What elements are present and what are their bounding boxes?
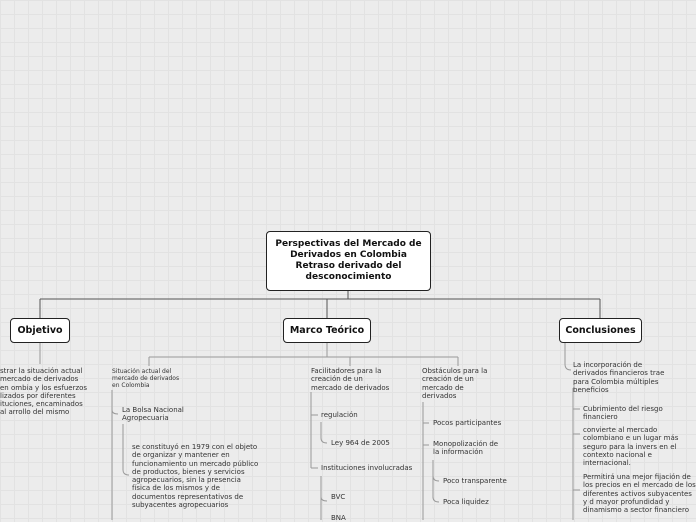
central-topic[interactable]: Perspectivas del Mercado de Derivados en Colombia Retraso derivado del desconocimiento <box>266 231 431 291</box>
central-connector <box>40 291 600 318</box>
pocos-participantes-item[interactable]: Pocos participantes <box>433 419 502 427</box>
marco-teorico-node[interactable]: Marco Teórico <box>283 318 371 343</box>
monopolizacion-connector <box>433 460 439 502</box>
marco-branches <box>149 343 458 366</box>
bvc-item[interactable]: BVC <box>331 493 346 501</box>
conclusiones-intro[interactable]: La incorporación de derivados financieros trae para Colombia múltiples beneficios <box>573 361 665 394</box>
conclusiones-node[interactable]: Conclusiones <box>559 318 642 343</box>
objetivo-node[interactable]: Objetivo <box>10 318 70 343</box>
bolsa-description[interactable]: se constituyó en 1979 con el objeto de organizar y mantener en funcionamiento un mercado público de productos, bienes y servicios agropecuarios, sin la presencia física de los mismos y de documentos representativos de subyacentes agropecuarios <box>132 443 259 510</box>
regulacion-item[interactable]: regulación <box>321 411 358 419</box>
conclusion-precios[interactable]: Permitirá una mejor fijación de los precios en el mercado de los diferentes activos subyacentes y d mayor profundidad y dinamismo a sector financiero <box>583 473 696 515</box>
instituciones-connector <box>321 476 327 520</box>
monopolizacion-item[interactable]: Monopolización de la información <box>433 440 499 457</box>
conclusion-mercado-seguro[interactable]: convierte al mercado colombiano e un lugar más seguro para la invers en el contexto nacional e internacional. <box>583 426 679 468</box>
poco-transparente-item[interactable]: Poco transparente <box>443 477 507 485</box>
conclusion-riesgo[interactable]: Cubrimiento del riesgo financiero <box>583 405 663 422</box>
facilitadores-label[interactable]: Facilitadores para la creación de un mercado de derivados <box>311 367 390 392</box>
situacion-connector <box>112 390 118 520</box>
obstaculos-label[interactable]: Obstáculos para la creación de un mercado de derivados <box>422 367 488 400</box>
objetivo-text[interactable]: strar la situación actual mercado de derivados en ombia y los esfuerzos lizados por diferentes ituciones, encaminados al arrollo del mismo <box>0 367 88 417</box>
situacion-actual-label[interactable]: Situación actual del mercado de derivados en Colombia <box>112 368 180 389</box>
ley-item[interactable]: Ley 964 de 2005 <box>331 439 390 447</box>
conclusiones-list-connector <box>573 388 580 520</box>
instituciones-item[interactable]: Instituciones involucradas <box>321 464 413 472</box>
facilitadores-connector <box>311 392 318 468</box>
obstaculos-connector <box>423 402 429 520</box>
ley-connector <box>321 422 327 443</box>
poca-liquidez-item[interactable]: Poca liquidez <box>443 498 489 506</box>
bolsa-label[interactable]: La Bolsa Nacional Agropecuaria <box>122 406 184 423</box>
conclusiones-connector <box>565 343 571 370</box>
bna-item[interactable]: BNA <box>331 514 346 522</box>
bolsa-connector <box>123 424 129 475</box>
